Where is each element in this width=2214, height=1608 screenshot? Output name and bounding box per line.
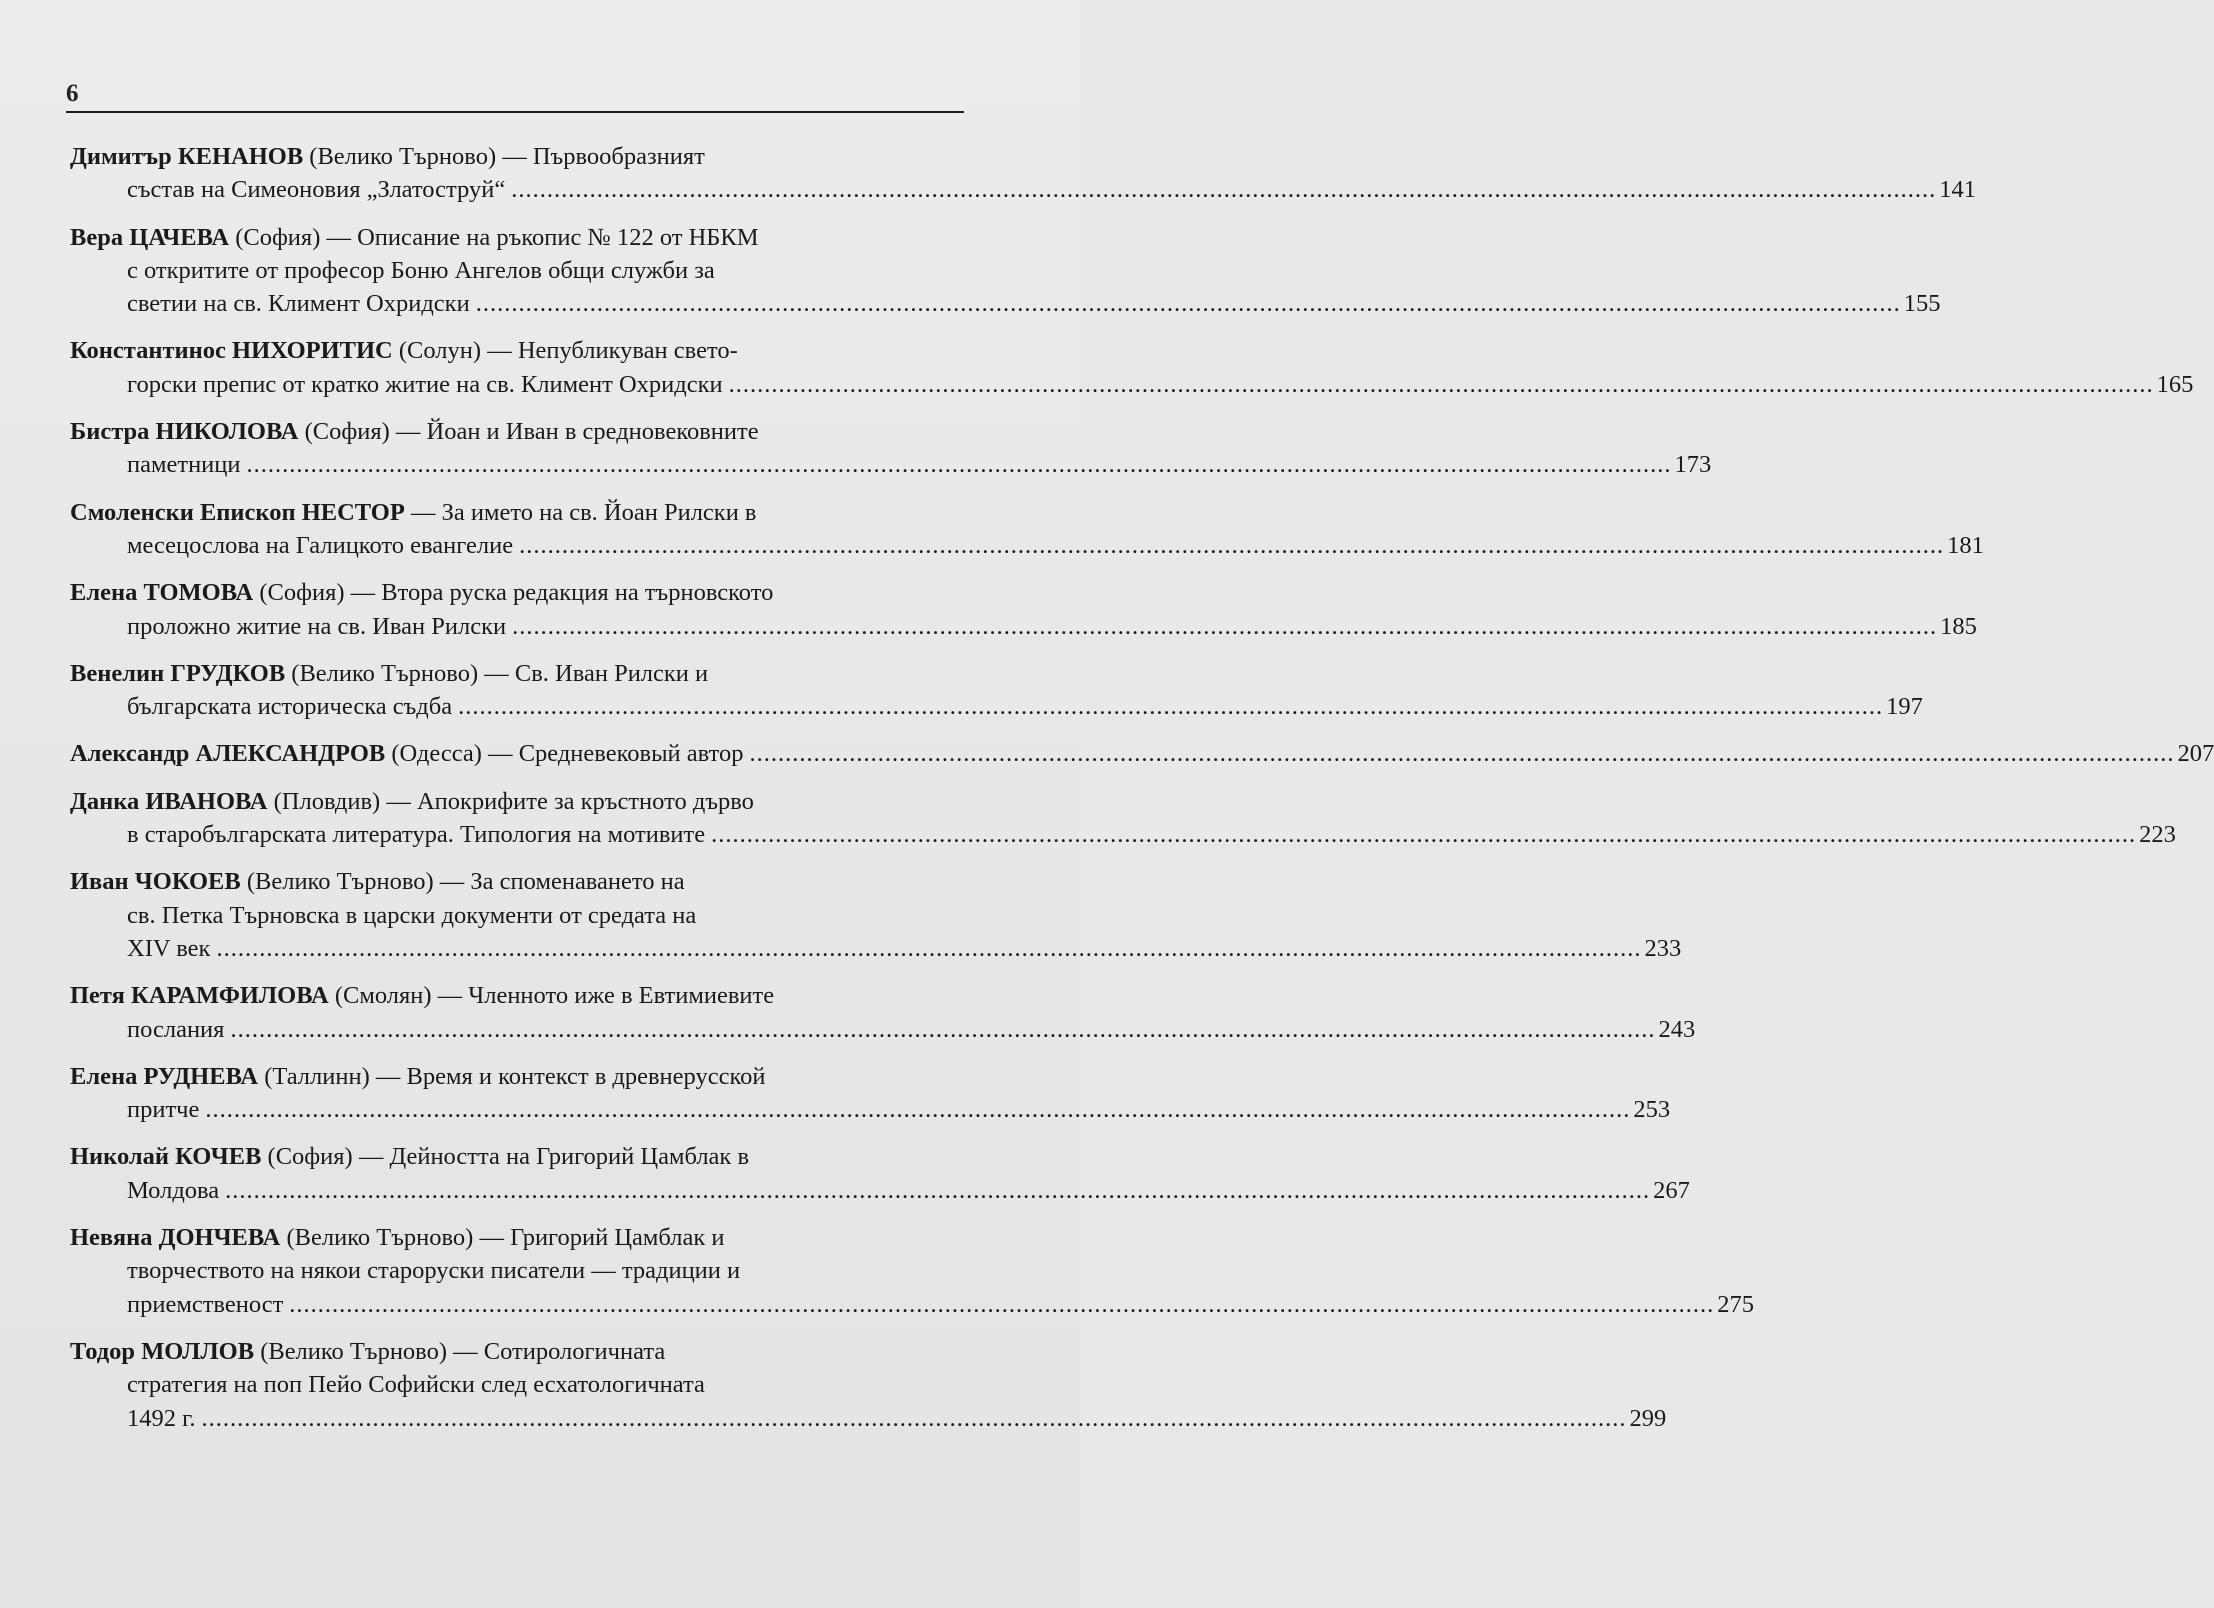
toc-entry (70, 140, 1976, 207)
article-title: Время и контекст в древнерусской (406, 1062, 766, 1090)
author-affiliation: (София) (304, 418, 390, 446)
toc-entry (70, 737, 2214, 770)
article-title-end: в старобългарската литература. Типология на мотивите (127, 821, 706, 849)
entry-first-line: Смоленски Епископ НЕСТОР — За името на св. Йоан Рилски в (70, 498, 757, 526)
author-name (70, 143, 303, 170)
page-ref: 207 (2177, 740, 2214, 768)
page-number: 6 (66, 80, 79, 107)
author-surname: ДОНЧЕВА (158, 1224, 281, 1252)
table-of-contents (70, 140, 2214, 1449)
article-title: Григорий Цамблак и (510, 1224, 725, 1252)
author-affiliation: (Смолян) (334, 982, 432, 1010)
entry-last-line (70, 1013, 1696, 1046)
entry-last-line (70, 529, 1984, 562)
author-surname: КЕНАНОВ (177, 143, 304, 170)
article-title-end: българската историческа съдба (127, 693, 453, 721)
page-ref: 223 (2139, 821, 2176, 849)
author-surname: НИКОЛОВА (155, 418, 299, 446)
article-title: Средневековый автор (518, 740, 744, 768)
entry-first-line: Тодор МОЛЛОВ (Велико Търново) — Сотирологичната (70, 1337, 666, 1365)
page-ref: 275 (1717, 1290, 1755, 1318)
page-ref: 299 (1629, 1404, 1667, 1432)
entry-first-line: Вера ЦАЧЕВА (София) — Описание на ръкопис № 122 от НБКМ (70, 223, 759, 251)
article-title-end: горски препис от кратко житие на св. Климент Охридски (127, 370, 723, 398)
author-first-name: Невяна (70, 1224, 153, 1252)
entry-last-line (70, 173, 1976, 206)
article-title-end: Молдова (127, 1176, 220, 1204)
toc-entry (70, 979, 1696, 1046)
author-first-name: Венелин (70, 659, 165, 687)
author-surname: ЧОКОЕВ (134, 868, 241, 896)
entry-last-line (70, 1093, 1671, 1126)
leader-dots: ........................................................................................................................................................................................................ (711, 821, 2137, 849)
entry-last-line (70, 690, 1923, 723)
toc-entry (70, 785, 2176, 852)
article-title: За споменаването на (470, 868, 685, 896)
leader-dots: ........................................................................................................................................................................................................ (289, 1290, 1715, 1318)
toc-entry (70, 576, 1977, 643)
author-first-name: Александр (70, 740, 190, 768)
entry-last-line (70, 818, 2176, 851)
author-name (70, 982, 329, 1009)
article-title: Първообразният (532, 143, 705, 170)
author-first-name: Иван (70, 868, 129, 896)
entry-continuation-line (70, 1254, 960, 1287)
page-ref: 141 (1939, 176, 1976, 204)
page-ref: 267 (1653, 1176, 1690, 1204)
toc-entry (70, 1221, 1755, 1321)
page-ref: 253 (1633, 1096, 1671, 1124)
leader-dots: ........................................................................................................................................................................................................ (728, 370, 2154, 398)
article-title: За името на св. Йоан Рилски в (441, 498, 757, 526)
author-name (70, 740, 385, 767)
author-name (70, 418, 298, 445)
author-name (70, 1143, 261, 1170)
entry-first-line: Данка ИВАНОВА (Пловдив) — Апокрифите за кръстното дърво (70, 787, 754, 815)
author-name (70, 224, 229, 251)
entry-first-line: Невяна ДОНЧЕВА (Велико Търново) — Григорий Цамблак и (70, 1224, 725, 1252)
entry-first-line: Константинос НИХОРИТИС (Солун) — Непубликуван свето- (70, 337, 738, 365)
author-affiliation: (Таллинн) (264, 1062, 370, 1090)
toc-entry (70, 1335, 1667, 1435)
article-title-end: светии на св. Климент Охридски (127, 290, 470, 318)
article-title: Сотирологичната (483, 1337, 666, 1365)
author-surname: РУДНЕВА (143, 1062, 259, 1090)
author-affiliation: (Велико Търново) (309, 143, 497, 170)
author-affiliation: (Одесса) (391, 740, 482, 768)
author-first-name: Данка (70, 787, 140, 815)
article-title: Втора руска редакция на търновското (381, 579, 774, 607)
entry-first-line: Елена РУДНЕВА (Таллинн) — Время и контекст в древнерусской (70, 1062, 766, 1090)
toc-entry (70, 657, 1923, 724)
toc-entry (70, 1060, 1671, 1127)
leader-dots: ........................................................................................................................................................................................................ (519, 531, 1945, 559)
author-name (70, 1338, 254, 1365)
author-name (70, 868, 241, 895)
article-title-end: XIV век (127, 934, 211, 962)
author-affiliation: (София) (235, 223, 321, 251)
leader-dots: ........................................................................................................................................................................................................ (458, 693, 1884, 721)
author-surname: МОЛЛОВ (141, 1337, 255, 1365)
article-title: Йоан и Иван в средновековните (426, 418, 759, 446)
article-title-end: послания (127, 1015, 225, 1043)
author-first-name: Бистра (70, 418, 150, 446)
author-first-name: Димитър (70, 143, 172, 170)
toc-entry (70, 221, 1941, 321)
entry-last-line (70, 287, 1941, 320)
leader-dots: ........................................................................................................................................................................................................ (475, 290, 1901, 318)
entry-first-line: Петя КАРАМФИЛОВА (Смолян) — Членното иже в Евтимиевите (70, 982, 775, 1010)
author-affiliation: (Пловдив) (273, 787, 381, 815)
entry-last-line (70, 1174, 1690, 1207)
leader-dots: ........................................................................................................................................................................................................ (225, 1176, 1651, 1204)
author-name (70, 788, 268, 815)
author-first-name: Петя (70, 982, 125, 1010)
author-name (70, 1224, 280, 1251)
toc-entry (70, 415, 1712, 482)
leader-dots: ........................................................................................................................................................................................................ (205, 1096, 1631, 1124)
author-name (70, 499, 405, 526)
author-name (70, 660, 285, 687)
author-affiliation: (Велико Търново) (246, 868, 434, 896)
page-ref: 181 (1947, 531, 1984, 559)
entry-last-line (70, 610, 1977, 643)
article-title: Описание на ръкопис № 122 от НБКМ (357, 223, 759, 251)
article-title-continued: с откритите от професор Боню Ангелов общи служби за (127, 256, 715, 284)
article-title-continued: св. Петка Търновска в царски документи от средата на (127, 901, 697, 929)
article-title: Непубликуван свето- (517, 337, 738, 365)
leader-dots: ........................................................................................................................................................................................................ (511, 176, 1937, 204)
entry-last-line (70, 1402, 1667, 1435)
article-title: Членното иже в Евтимиевите (468, 982, 775, 1010)
article-title-end: приемственост (127, 1290, 284, 1318)
author-affiliation: (София) (259, 579, 345, 607)
page-ref: 165 (2156, 370, 2194, 398)
author-affiliation: (София) (267, 1143, 353, 1171)
author-surname: ГРУДКОВ (170, 659, 286, 687)
header-rule (66, 111, 964, 113)
entry-first-line: Елена ТОМОВА (София) — Втора руска редакция на търновското (70, 579, 774, 607)
entry-continuation-line (70, 899, 960, 932)
author-first-name: Константинос (70, 337, 226, 365)
leader-dots: ........................................................................................................................................................................................................ (230, 1015, 1656, 1043)
entry-continuation-line (70, 254, 960, 287)
author-affiliation: (Велико Търново) (260, 1337, 447, 1365)
author-first-name: Смоленски Епископ (70, 498, 296, 526)
author-name (70, 579, 253, 606)
article-title-continued: творчеството на някои староруски писатели — традиции и (127, 1257, 741, 1285)
toc-entry (70, 865, 1682, 965)
page-ref: 243 (1658, 1015, 1696, 1043)
article-title-end: паметници (127, 451, 241, 479)
author-surname: ЦАЧЕВА (129, 223, 230, 251)
article-title-end: проложно житие на св. Иван Рилски (127, 612, 507, 640)
author-first-name: Елена (70, 1062, 138, 1090)
author-surname: АЛЕКСАНДРОВ (195, 740, 386, 768)
entry-first-line: Венелин ГРУДКОВ (Велико Търново) — Св. Иван Рилски и (70, 659, 709, 687)
article-title-continued: стратегия на поп Пейо Софийски след есхатологичната (127, 1371, 705, 1399)
page-ref: 233 (1644, 934, 1682, 962)
author-surname: КОЧЕВ (175, 1143, 262, 1171)
author-surname: НЕСТОР (301, 498, 405, 526)
author-affiliation: (Велико Търново) (286, 1224, 474, 1252)
article-title: Св. Иван Рилски и (514, 659, 709, 687)
entry-last-line (70, 932, 1682, 965)
toc-entry (70, 496, 1984, 563)
author-surname: КАРАМФИЛОВА (131, 982, 329, 1010)
entry-first-line: Александр АЛЕКСАНДРОВ (Одесса) — Средневековый автор ........................................................................................................................................................................................................ 207 (70, 737, 960, 770)
article-title-end: 1492 г. (127, 1404, 196, 1432)
leader-dots: ........................................................................................................................................................................................................ (216, 934, 1642, 962)
author-affiliation: (Велико Търново) (291, 659, 479, 687)
leader-dots: ........................................................................................................................................................................................................ (512, 612, 1938, 640)
author-first-name: Вера (70, 223, 124, 251)
leader-dots: ........................................................................................................................................................................................................ (246, 451, 1672, 479)
author-affiliation: (Солун) (398, 337, 482, 365)
page-ref: 173 (1674, 451, 1712, 479)
entry-continuation-line (70, 1368, 960, 1401)
article-title: Дейността на Григорий Цамблак в (389, 1143, 750, 1171)
entry-first-line: Димитър КЕНАНОВ (Велико Търново) — Първообразният (70, 143, 705, 170)
author-first-name: Елена (70, 579, 138, 607)
page-ref: 185 (1940, 612, 1977, 640)
author-first-name: Николай (70, 1143, 170, 1171)
leader-dots: ........................................................................................................................................................................................................ (749, 740, 2175, 768)
page-ref: 197 (1886, 693, 1923, 721)
author-surname: ТОМОВА (143, 579, 254, 607)
entry-last-line (70, 448, 1712, 481)
entry-last-line (70, 1288, 1755, 1321)
author-surname: НИХОРИТИС (232, 337, 393, 365)
entry-first-line: Бистра НИКОЛОВА (София) — Йоан и Иван в средновековните (70, 418, 759, 446)
author-name (70, 1063, 258, 1090)
author-name (70, 337, 393, 364)
article-title-end: месецослова на Галицкото евангелие (127, 531, 514, 559)
toc-entry (70, 334, 2194, 401)
entry-first-line: Николай КОЧЕВ (София) — Дейността на Григорий Цамблак в (70, 1143, 750, 1171)
author-first-name: Тодор (70, 1337, 136, 1365)
entry-last-line (70, 368, 2194, 401)
author-surname: ИВАНОВА (145, 787, 268, 815)
article-title-end: притче (127, 1096, 200, 1124)
article-title: Апокрифите за кръстното дърво (416, 787, 754, 815)
page-ref: 155 (1903, 290, 1941, 318)
entry-first-line: Иван ЧОКОЕВ (Велико Търново) — За споменаването на (70, 868, 685, 896)
article-title-end: състав на Симеоновия „Златоструй“ (127, 176, 506, 204)
toc-entry (70, 1140, 1690, 1207)
leader-dots: ........................................................................................................................................................................................................ (201, 1404, 1627, 1432)
